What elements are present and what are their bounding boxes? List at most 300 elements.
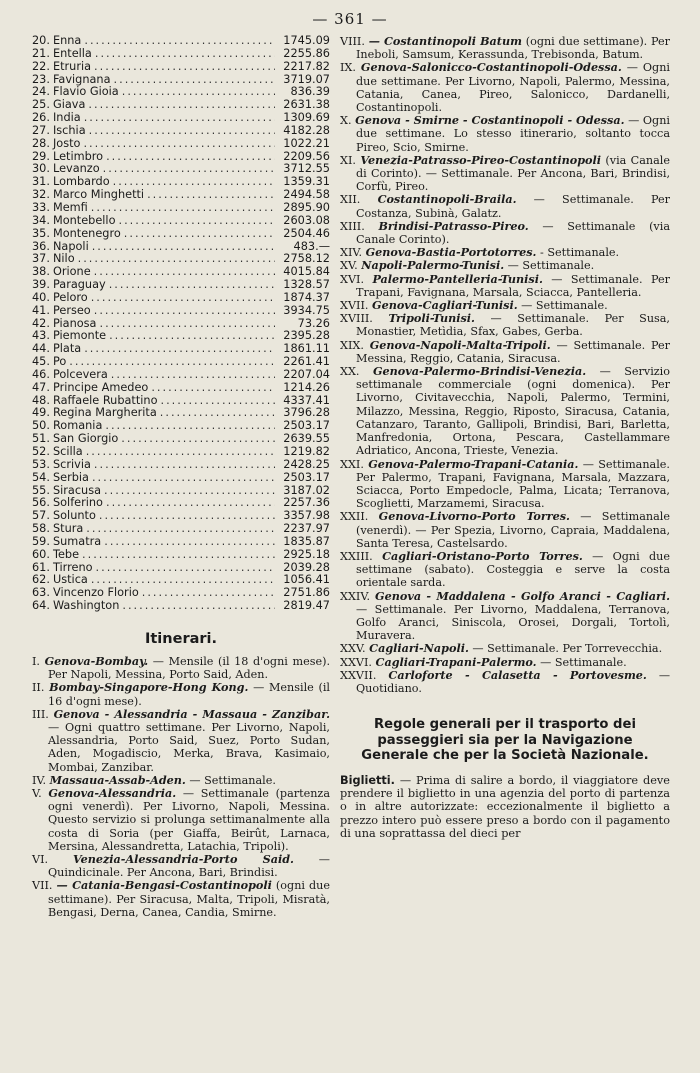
- itinerary-number: XIX.: [340, 338, 364, 352]
- ship-number: 21.: [32, 46, 50, 60]
- ship-name: Pianosa: [52, 316, 97, 330]
- ship-name: Ischia: [52, 123, 86, 137]
- itinerary-number: XVI.: [340, 272, 365, 286]
- itinerary-number: XV.: [340, 259, 358, 273]
- ship-number: 33.: [32, 200, 50, 214]
- ship-name: San Giorgio: [52, 432, 119, 446]
- ship-row: [32, 35, 330, 48]
- ship-value: 2639.55: [283, 432, 330, 446]
- ship-name: Montebello: [52, 213, 116, 227]
- itinerary-details: — Settimanale.: [517, 299, 608, 313]
- dot-leader: [91, 459, 275, 472]
- ship-name: Marco Minghetti: [52, 188, 145, 202]
- itinerary-route: Venezia-Alessandria-Porto Said.: [72, 852, 294, 867]
- itinerary-number: XXVII.: [340, 668, 377, 682]
- itinerary-route: Bombay-Singapore-Hong Kong.: [49, 680, 249, 695]
- itinerary-route: Tripoli-Tunisi.: [388, 311, 475, 326]
- ship-name: Vincenzo Florio: [52, 586, 139, 600]
- ship-name: Stura: [52, 522, 84, 536]
- itinerary-details: — Settimanale.: [504, 259, 595, 273]
- ship-value: 1328.57: [283, 278, 330, 292]
- ship-value: 3934.75: [283, 303, 330, 317]
- ship-value: 1874.37: [283, 290, 330, 304]
- ship-name: Paraguay: [52, 278, 106, 292]
- ship-row: [32, 112, 330, 125]
- ship-row: [32, 536, 330, 549]
- itinerary-number: VI.: [32, 853, 49, 867]
- page-number: — 361 —: [312, 10, 388, 28]
- ship-row: [32, 369, 330, 382]
- ship-value: 2428.25: [283, 457, 330, 471]
- itinerary-number: XI.: [340, 153, 356, 167]
- itinerary-number: II.: [32, 681, 45, 695]
- ship-name: Nilo: [52, 252, 75, 266]
- dot-leader: [119, 86, 275, 99]
- ship-number: 52.: [32, 445, 50, 458]
- ship-number: 61.: [32, 560, 50, 574]
- ship-value: 1056.41: [283, 573, 330, 587]
- itinerary-entry: [32, 681, 330, 707]
- dot-leader: [88, 292, 275, 305]
- ship-row: [32, 600, 330, 613]
- itinerary-entry: [340, 365, 670, 457]
- ship-value: 2494.58: [283, 188, 330, 202]
- itinerary-entry: [32, 655, 330, 681]
- dot-leader: [103, 151, 275, 164]
- ship-value: 1219.82: [283, 445, 330, 458]
- ship-name: Etruria: [52, 59, 92, 73]
- ship-number: 32.: [32, 188, 50, 202]
- dot-leader: [81, 343, 275, 356]
- itinerary-route: Cagliari-Oristano-Porto Torres.: [382, 548, 583, 563]
- itinerary-number: XXIV.: [340, 589, 371, 603]
- itinerary-entry: [340, 590, 670, 643]
- ship-name: Tebe: [52, 547, 80, 561]
- itinerary-number: XXIII.: [340, 549, 373, 563]
- ship-value: 1861.11: [283, 342, 330, 356]
- ship-value: 2758.12: [283, 252, 330, 266]
- dot-leader: [91, 305, 275, 318]
- ship-name: Sumatra: [52, 534, 102, 548]
- itinerary-details: — Servizio settimanale commerciale (ogni domenica). Per Livorno, Civitavecchia, Napoli, Palermo, Termini, Milazzo, Messina, Reggio, Riposto, Siracusa, Catania, Catanzaro, Taranto, Gallipoli, Brindisi, Bari, Barletta, Manfredonia, Ortona, Pescara, Castellammare Adriatico, Ancona, Trieste, Venezia.: [356, 365, 670, 458]
- rules-lead: Biglietti.: [340, 773, 395, 787]
- ship-number: 31.: [32, 175, 50, 189]
- ship-name: Napoli: [52, 239, 89, 253]
- itinerary-details: - Settimanale.: [536, 246, 620, 260]
- ship-value: 2504.46: [283, 226, 330, 240]
- itinerary-details: — Settimanale. Per Costanza, Subinà, Galatz.: [356, 193, 670, 220]
- rules-text: — Prima di salire a bordo, il viaggiatore deve prendere il biglietto in una agenzia del porto di partenza o in altre autorizzate: eccezionalmente il biglietto a prezzo intero può essere preso a bordo con il pagamento di una soprattassa del dieci per: [340, 773, 670, 841]
- itinerary-details: — Settimanale. Per Trapani, Favignana, Marsala, Sciacca, Pantelleria.: [356, 272, 670, 299]
- itinerary-number: XIII.: [340, 219, 365, 233]
- itinerary-route: — Catania-Bengasi-Costantinopoli: [56, 878, 272, 893]
- ship-number: 28.: [32, 136, 50, 150]
- dot-leader: [139, 587, 275, 600]
- ship-number: 51.: [32, 432, 50, 446]
- itinerary-details: — Ogni due settimane (sabato). Costeggia e serve la costa orientale sarda.: [356, 549, 670, 590]
- itinerari-right-list: [340, 35, 670, 695]
- ship-number: 20.: [32, 34, 50, 47]
- itinerary-entry: [340, 550, 670, 590]
- ship-value: 1022.21: [283, 136, 330, 150]
- itinerary-number: IX.: [340, 61, 356, 75]
- left-column: [32, 35, 330, 919]
- ship-number: 45.: [32, 355, 50, 369]
- ship-number: 37.: [32, 252, 50, 266]
- itinerary-number: VIII.: [340, 35, 365, 48]
- ship-value: 3187.02: [283, 483, 330, 497]
- ship-name: Flavio Gioia: [52, 85, 119, 99]
- itinerary-route: Genova - Smirne - Costantinopoli - Odessa.: [355, 113, 625, 128]
- dot-leader: [111, 74, 275, 87]
- dot-leader: [148, 382, 275, 395]
- itinerary-details: (ogni due settimane). Per Ineboli, Samsum, Kerassunda, Trebisonda, Batum.: [356, 35, 670, 62]
- ship-number: 49.: [32, 406, 50, 420]
- itinerary-details: — Settimanale. Per Torrevecchia.: [468, 642, 663, 656]
- itinerary-details: — Settimanale (via Canale Corinto).: [356, 219, 670, 247]
- ship-number: 34.: [32, 213, 50, 227]
- dot-leader: [100, 163, 275, 176]
- itinerary-details: — Ogni quattro settimane. Per Livorno, Napoli, Alessandria, Porto Said, Suez, Porto Sudan, Aden, Mogadiscio, Merka, Brava, Kasimaio, Mombai, Zanzibar.: [48, 720, 330, 774]
- itinerary-entry: [340, 114, 670, 154]
- itinerary-route: Genova-Bastia-Portotorres.: [365, 245, 537, 260]
- ship-value: 3719.07: [283, 72, 330, 86]
- itinerary-details: — Ogni due settimane. Per Livorno, Napoli, Palermo, Messina, Catania, Canea, Pireo, Salonicco, Dardanelli, Costantinopoli.: [356, 61, 670, 115]
- ship-number: 59.: [32, 534, 50, 548]
- itinerary-number: XII.: [340, 193, 361, 207]
- itinerary-route: Genova-Salonicco-Costantinopoli-Odessa.: [360, 60, 622, 75]
- ship-number: 54.: [32, 470, 50, 484]
- ship-number: 58.: [32, 522, 50, 536]
- dot-leader: [106, 279, 275, 292]
- itinerary-details: — Mensile (il 18 d'ogni mese). Per Napoli, Messina, Porto Said, Aden.: [48, 654, 330, 682]
- ship-name: Polcevera: [52, 367, 108, 381]
- ship-number: 60.: [32, 547, 50, 561]
- itinerary-route: Palermo-Pantelleria-Tunisi.: [372, 271, 543, 286]
- ship-number: 30.: [32, 162, 50, 176]
- dot-leader: [80, 138, 275, 151]
- itinerary-details: — Settimanale. Per Livorno, Maddalena, Terranova, Golfo Aranci, Siniscola, Orosei, Dorgali, Tortolì, Muravera.: [356, 602, 670, 643]
- itinerary-number: X.: [340, 114, 352, 128]
- itinerary-entry: [32, 879, 330, 919]
- ship-number: 42.: [32, 316, 50, 330]
- ship-value: 4337.41: [283, 393, 330, 407]
- ship-name: Plata: [52, 342, 82, 356]
- ship-value: 4015.84: [283, 265, 330, 279]
- dot-leader: [88, 202, 275, 215]
- ship-row: [32, 446, 330, 459]
- itinerari-left-list: [32, 655, 330, 919]
- itinerary-entry: [340, 312, 670, 338]
- ship-name: India: [52, 111, 81, 125]
- ship-number: 35.: [32, 226, 50, 240]
- ship-value: 836.39: [290, 85, 330, 99]
- ship-number: 56.: [32, 496, 50, 510]
- itinerary-number: XIV.: [340, 246, 363, 260]
- itinerary-details: — Settimanale. Per Susa, Monastier, Metìdia, Sfax, Gabes, Gerba.: [356, 312, 670, 339]
- ship-number: 46.: [32, 367, 50, 381]
- itinerary-entry: [340, 154, 670, 194]
- ship-number: 53.: [32, 457, 50, 471]
- dot-leader: [85, 99, 275, 112]
- ship-value: 2207.04: [283, 367, 330, 381]
- ship-value: 2925.18: [283, 547, 330, 561]
- ship-value: 2631.38: [283, 98, 330, 112]
- itinerary-route: Genova-Bombay.: [44, 653, 149, 668]
- ship-number: 47.: [32, 380, 50, 394]
- ship-row: [32, 292, 330, 305]
- itinerary-route: Cagliari-Trapani-Palermo.: [375, 654, 537, 669]
- ship-name: Ustica: [52, 573, 88, 587]
- dot-leader: [101, 536, 275, 549]
- ship-value: 2209.56: [283, 149, 330, 163]
- dot-leader: [66, 356, 275, 369]
- ship-value: 3712.55: [283, 162, 330, 176]
- dot-leader: [81, 35, 275, 48]
- ship-name: Montenegro: [52, 226, 121, 240]
- dot-leader: [158, 395, 276, 408]
- ship-name: Solferino: [52, 496, 103, 510]
- ship-value: 1835.87: [283, 534, 330, 548]
- ship-value: 2819.47: [283, 599, 330, 613]
- itinerary-number: XXI.: [340, 457, 364, 471]
- itinerary-number: XVII.: [340, 299, 369, 313]
- ship-number: 44.: [32, 342, 50, 356]
- itinerary-route: Genova - Maddalena - Golfo Aranci - Cagliari.: [375, 588, 671, 603]
- ship-number: 24.: [32, 85, 50, 99]
- dot-leader: [89, 472, 275, 485]
- ship-row: [32, 459, 330, 472]
- ship-number: 27.: [32, 123, 50, 137]
- dot-leader: [89, 241, 275, 254]
- dot-leader: [108, 369, 275, 382]
- ship-number: 64.: [32, 599, 50, 613]
- ship-value: 4182.28: [283, 123, 330, 137]
- itinerary-details: — Mensile (il 16 d'ogni mese).: [48, 681, 330, 708]
- dot-leader: [79, 549, 275, 562]
- dot-leader: [91, 61, 275, 74]
- ship-value: 483.—: [293, 239, 330, 253]
- itinerary-details: (via Canale di Corinto). — Settimanale. Per Ancona, Bari, Brindisi, Corfù, Pireo.: [356, 153, 670, 194]
- ship-name: Po: [52, 355, 67, 369]
- itinerary-number: I.: [32, 654, 40, 668]
- ship-row: [32, 523, 330, 536]
- itinerary-details: — Quindicinale. Per Ancona, Bari, Brindisi.: [48, 853, 330, 880]
- ship-value: 2395.28: [283, 329, 330, 343]
- ship-number: 63.: [32, 586, 50, 600]
- ship-name: Levanzo: [52, 162, 100, 176]
- itinerary-number: XXVI.: [340, 655, 372, 669]
- ship-number: 57.: [32, 509, 50, 523]
- itinerary-entry: [32, 787, 330, 853]
- ship-number: 43.: [32, 329, 50, 343]
- dot-leader: [119, 600, 275, 613]
- ship-number: 36.: [32, 239, 50, 253]
- ship-number: 48.: [32, 393, 50, 407]
- itinerary-route: Genova-Cagliari-Tunisi.: [372, 298, 518, 313]
- ship-name: Romania: [52, 419, 103, 433]
- itinerary-route: Napoli-Palermo-Tunisi.: [361, 258, 505, 273]
- dot-leader: [144, 189, 275, 202]
- rules-heading: Regole generali per il trasporto dei passeggieri sia per la Navigazione Generale che per la Società Nazionale.: [361, 717, 649, 764]
- ship-number: 39.: [32, 278, 50, 292]
- ship-value: 1214.26: [283, 380, 330, 394]
- itinerary-number: XXV.: [340, 642, 366, 656]
- ship-value: 1745.09: [283, 34, 330, 47]
- dot-leader: [101, 485, 275, 498]
- ship-name: Letimbro: [52, 149, 104, 163]
- ship-name: Scrivia: [52, 457, 91, 471]
- itinerary-entry: [340, 61, 670, 114]
- ship-value: 1309.69: [283, 111, 330, 125]
- itinerary-number: IV.: [32, 773, 47, 787]
- itinerary-entry: [32, 708, 330, 774]
- itinerary-entry: [340, 220, 670, 246]
- dot-leader: [83, 446, 275, 459]
- itinerary-route: Genova - Alessandria - Massaua - Zanzibar.: [53, 706, 330, 721]
- itinerary-number: XVIII.: [340, 312, 373, 326]
- itinerary-details: — Settimanale. Per Messina, Reggio, Catania, Siracusa.: [356, 338, 670, 365]
- itinerary-details: — Settimanale.: [536, 655, 627, 669]
- ship-list: [32, 35, 330, 613]
- ship-name: Perseo: [52, 303, 91, 317]
- itinerary-route: — Costantinopoli Batum: [368, 34, 522, 48]
- ship-number: 55.: [32, 483, 50, 497]
- dot-leader: [96, 510, 275, 523]
- ship-name: Raffaele Rubattino: [52, 393, 158, 407]
- itinerary-details: — Ogni due settimane. Lo stesso itinerario, soltanto tocca Pireo, Scio, Smirne.: [356, 114, 670, 154]
- itinerary-number: V.: [32, 787, 42, 800]
- dot-leader: [91, 266, 275, 279]
- ship-number: 26.: [32, 111, 50, 125]
- ship-name: Piemonte: [52, 329, 107, 343]
- ship-name: Memfi: [52, 200, 88, 214]
- itinerary-details: — Settimanale (venerdì). — Per Spezia, Livorno, Capraia, Maddalena, Santa Teresa, Castelsardo.: [356, 510, 670, 550]
- dot-leader: [83, 523, 275, 536]
- dot-leader: [93, 562, 275, 575]
- itinerary-entry: [340, 510, 670, 550]
- itinerary-route: Costantinopoli-Braila.: [377, 192, 517, 207]
- itinerary-entry: [340, 193, 670, 219]
- itinerary-entry: [340, 339, 670, 365]
- ship-row: [32, 228, 330, 241]
- ship-row: [32, 61, 330, 74]
- ship-name: Entella: [52, 46, 92, 60]
- ship-row: [32, 138, 330, 151]
- ship-value: 2895.90: [283, 200, 330, 214]
- itinerary-route: Brindisi-Patrasso-Pireo.: [378, 218, 529, 233]
- ship-value: 2261.41: [283, 355, 330, 369]
- dot-leader: [121, 228, 275, 241]
- ship-value: 2751.86: [283, 586, 330, 600]
- ship-value: 2503.17: [283, 470, 330, 484]
- ship-value: 2237.97: [283, 522, 330, 536]
- itinerary-entry: [340, 458, 670, 511]
- itinerary-route: Venezia-Patrasso-Pireo-Costantinopoli: [360, 152, 602, 167]
- dot-leader: [102, 420, 275, 433]
- ship-name: Siracusa: [52, 483, 102, 497]
- ship-name: Giava: [52, 98, 86, 112]
- itinerary-entry: [32, 853, 330, 879]
- ship-value: 3357.98: [283, 509, 330, 523]
- dot-leader: [81, 112, 275, 125]
- ship-number: 50.: [32, 419, 50, 433]
- ship-number: 29.: [32, 149, 50, 163]
- ship-number: 62.: [32, 573, 50, 587]
- ship-row: [32, 549, 330, 562]
- ship-row: [32, 382, 330, 395]
- ship-name: Josto: [52, 136, 81, 150]
- ship-name: Regina Margherita: [52, 406, 157, 420]
- itinerary-details: — Quotidiano.: [356, 668, 671, 695]
- itinerary-route: Genova-Livorno-Porto Torres.: [378, 509, 570, 524]
- itinerary-entry: [340, 669, 670, 695]
- rules-paragraph: [340, 774, 670, 841]
- dot-leader: [86, 125, 275, 138]
- itinerary-route: Genova-Palermo-Trapani-Catania.: [368, 456, 579, 471]
- dot-leader: [103, 497, 275, 510]
- ship-row: [32, 305, 330, 318]
- ship-row: [32, 48, 330, 61]
- itinerary-details: — Settimanale.: [185, 773, 276, 787]
- ship-name: Lombardo: [52, 175, 110, 189]
- ship-value: 2257.36: [283, 496, 330, 510]
- dot-leader: [75, 253, 275, 266]
- itinerary-route: Cagliari-Napoli.: [369, 641, 469, 656]
- ship-row: [32, 215, 330, 228]
- ship-value: 2039.28: [283, 560, 330, 574]
- itinerary-number: III.: [32, 707, 49, 721]
- dot-leader: [106, 330, 275, 343]
- ship-name: Favignana: [52, 72, 111, 86]
- ship-name: Orione: [52, 265, 91, 279]
- ship-row: [32, 472, 330, 485]
- ship-row: [32, 279, 330, 292]
- ship-value: 2217.82: [283, 59, 330, 73]
- itinerary-route: Genova-Napoli-Malta-Tripoli.: [369, 337, 551, 352]
- itinerary-details: — Settimanale. Per Palermo, Trapani, Favignana, Marsala, Mazzara, Sciacca, Porto Empedocle, Palma, Licata; Terranova, Scoglietti, Marzamemi, Siracusa.: [356, 457, 670, 511]
- right-column: [340, 35, 670, 841]
- itinerary-number: XX.: [340, 365, 360, 379]
- ship-number: 22.: [32, 59, 50, 73]
- ship-value: 1359.31: [283, 175, 330, 189]
- ship-name: Solunto: [52, 509, 96, 523]
- itinerary-route: Genova-Palermo-Brindisi-Venezia.: [372, 364, 587, 379]
- ship-value: 2255.86: [283, 46, 330, 60]
- ship-row: [32, 125, 330, 138]
- ship-name: Peloro: [52, 290, 88, 304]
- ship-value: 73.26: [297, 316, 330, 330]
- ship-number: 25.: [32, 98, 50, 112]
- itinerary-number: XXII.: [340, 510, 369, 524]
- itinerari-heading: Itinerari.: [144, 630, 218, 647]
- dot-leader: [157, 407, 275, 420]
- itinerary-details: (ogni due settimane). Per Siracusa, Malta, Tripoli, Misratà, Bengasi, Derna, Canea, Candia, Smirne.: [48, 879, 330, 919]
- ship-row: [32, 356, 330, 369]
- itinerary-route: Massaua-Assab-Aden.: [49, 772, 186, 787]
- itinerary-entry: [340, 273, 670, 299]
- dot-leader: [115, 215, 275, 228]
- itinerary-route: Carloforte - Calasetta - Portovesme.: [388, 667, 647, 682]
- ship-number: 40.: [32, 290, 50, 304]
- itinerary-route: Genova-Alessandria.: [48, 786, 177, 800]
- ship-name: Serbia: [52, 470, 89, 484]
- ship-number: 38.: [32, 265, 50, 279]
- itinerary-number: VII.: [32, 879, 53, 893]
- ship-value: 2603.08: [283, 213, 330, 227]
- ship-name: Principe Amedeo: [52, 380, 149, 394]
- ship-row: [32, 202, 330, 215]
